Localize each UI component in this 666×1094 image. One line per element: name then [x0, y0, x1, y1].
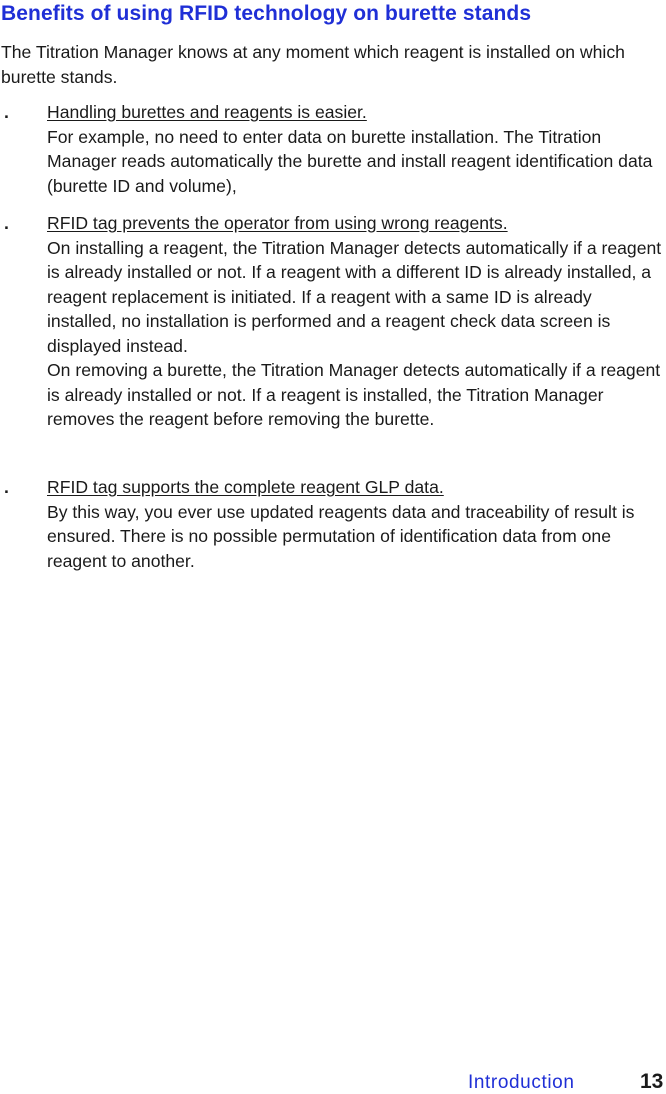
list-item-text — [47, 211, 665, 432]
bullet-marker: . — [4, 213, 9, 233]
list-item-body: For example, no need to enter data on burette installation. The Titration Manager reads automatically the burette and install reagent identification data (burette ID and volume), — [47, 126, 653, 196]
list-item-body-continued: On removing a burette, the Titration Manager detects automatically if a reagent is already installed or not. If a reagent is installed, the Titration Manager removes the reagent before removing the burette. — [47, 360, 661, 429]
list-item-body: By this way, you ever use updated reagents data and traceability of result is ensured. There is no possible permutation of identification data from one reagent to another. — [47, 501, 635, 571]
page-footer — [0, 1068, 666, 1094]
list-item-heading: RFID tag prevents the operator from using wrong reagents. — [47, 213, 508, 233]
page-number: 13 — [640, 1070, 664, 1093]
intro-paragraph: The Titration Manager knows at any moment which reagent is installed on which burette stands. — [1, 42, 625, 87]
list-item-text — [47, 100, 665, 198]
bullet-marker: . — [4, 102, 9, 122]
list-item-heading: Handling burettes and reagents is easier. — [47, 102, 367, 122]
list-item-heading: RFID tag supports the complete reagent GLP data. — [47, 477, 444, 497]
bullet-marker: . — [4, 477, 9, 497]
page-title: Benefits of using RFID technology on burette stands — [1, 2, 532, 25]
list-item-text — [47, 475, 665, 573]
list-item-body: On installing a reagent, the Titration Manager detects automatically if a reagent is already installed or not. If a reagent with a different ID is already installed, a reagent replacement is initiated. If a reagent with a same ID is already installed, no installation is performed and a reagent check data screen is displayed instead. — [47, 237, 662, 356]
footer-section-name: Introduction — [468, 1072, 575, 1093]
